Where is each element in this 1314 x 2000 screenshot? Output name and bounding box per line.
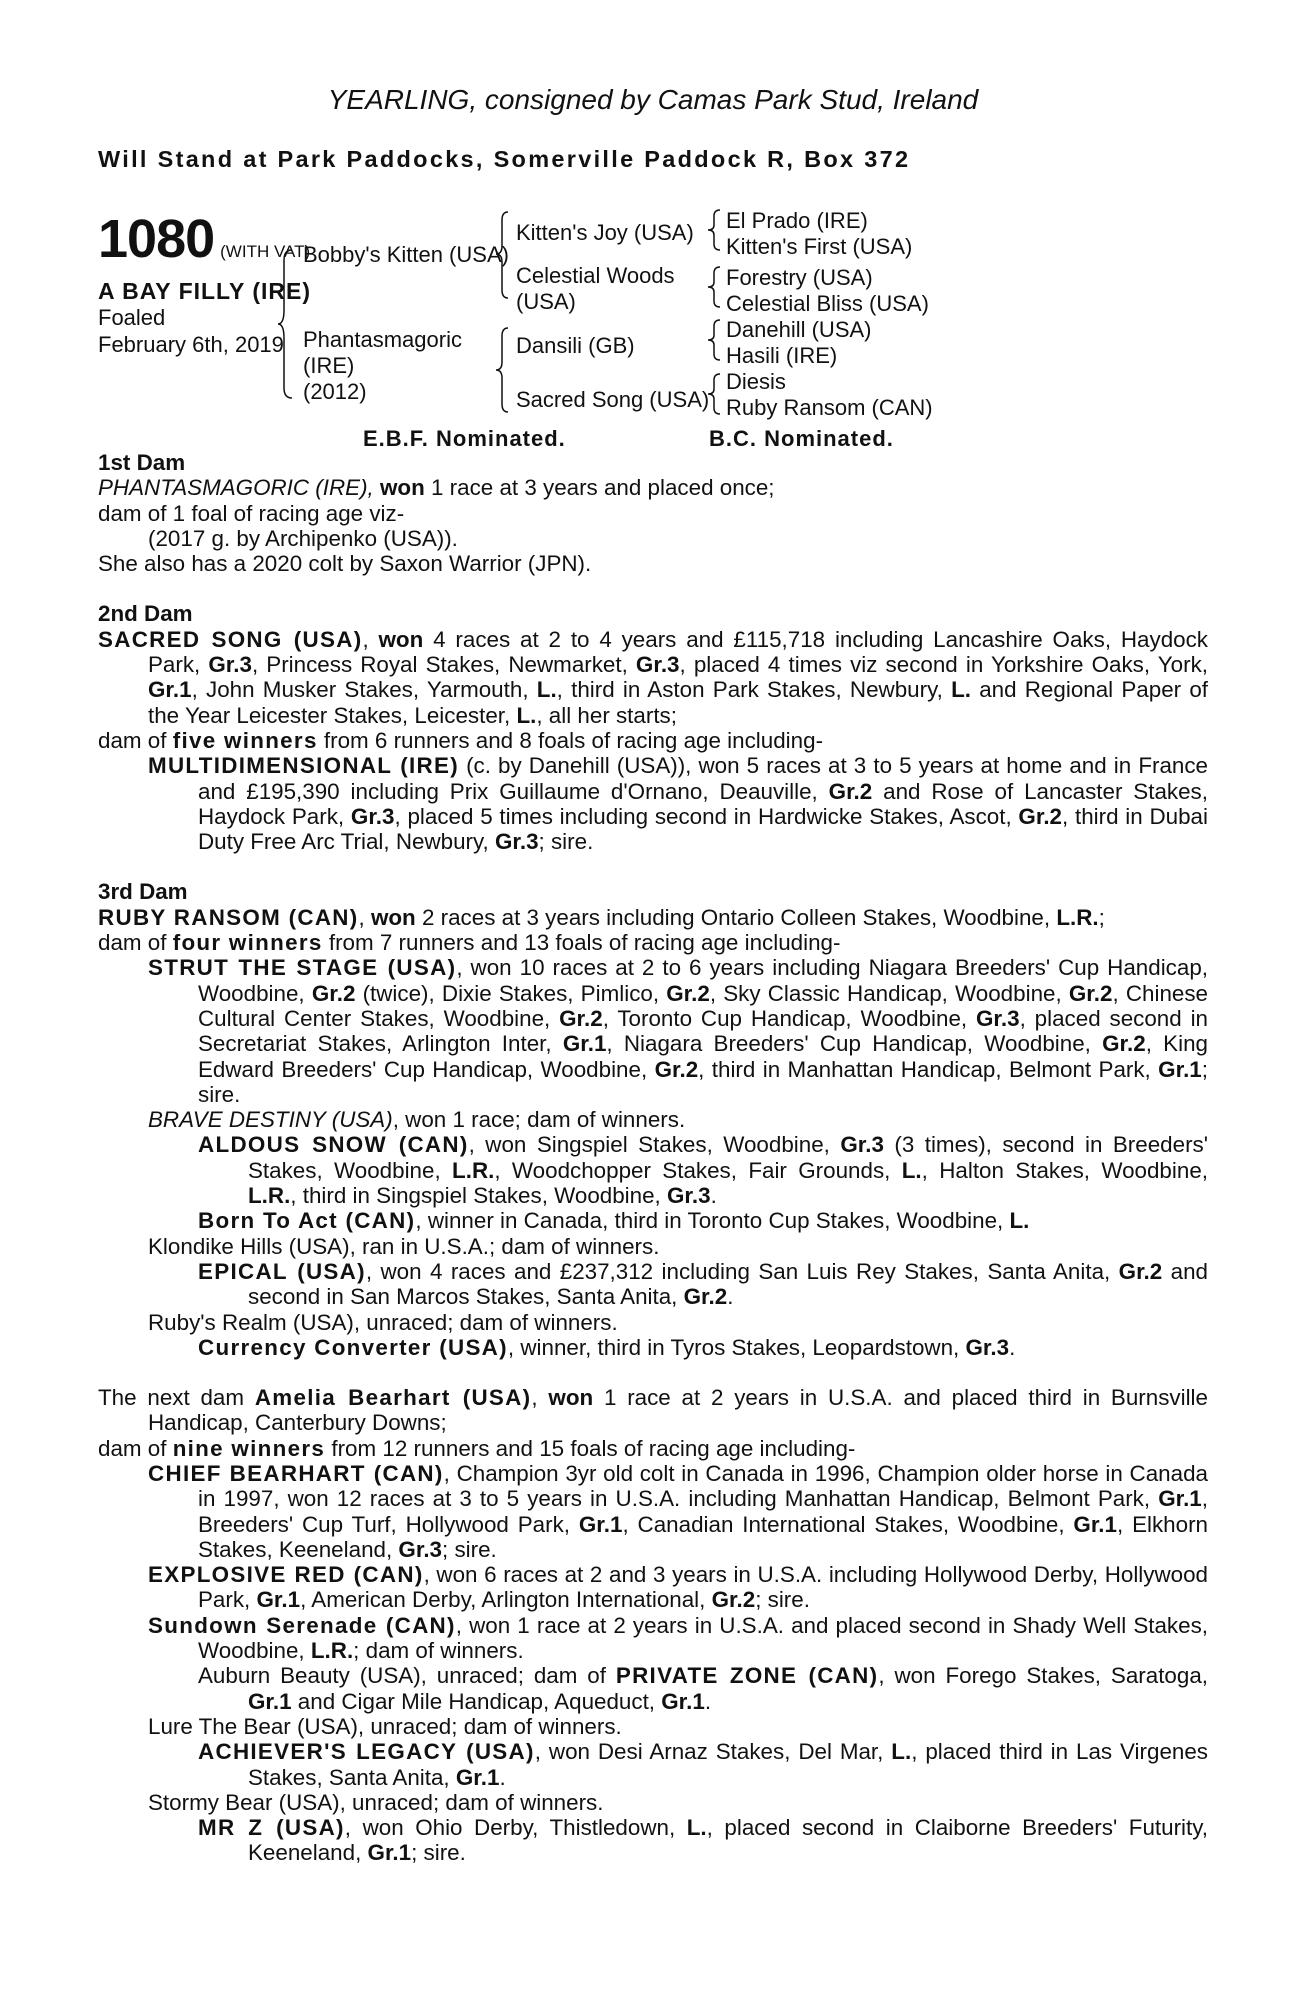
produce-entry: Klondike Hills (USA), ran in U.S.A.; dam of winners. xyxy=(148,1233,660,1259)
sire-sire-name: Kitten's Joy (USA) xyxy=(516,220,694,245)
ggp-4: Celestial Bliss (USA) xyxy=(726,291,929,316)
next-dam-text: The next dam Amelia Bearhart (USA), won 1 race at 2 years in U.S.A. and placed third in Burnsville Handicap, Canterbury Downs; xyxy=(98,1385,1208,1436)
first-dam-section xyxy=(98,450,1208,576)
produce-entry: ACHIEVER'S LEGACY (USA), won Desi Arnaz Stakes, Del Mar, L., placed third in Las Virgenes Stakes, Santa Anita, Gr.1. xyxy=(198,1739,1208,1790)
next-dam-section xyxy=(98,1385,1208,1866)
produce-entry: EPICAL (USA), won 4 races and £237,312 including San Luis Rey Stakes, Santa Anita, Gr.2 and second in San Marcos Stakes, Santa Anita, Gr.2. xyxy=(198,1258,1208,1310)
produce-entry: Stormy Bear (USA), unraced; dam of winners. xyxy=(148,1789,604,1815)
ggp-2: Kitten's First (USA) xyxy=(726,234,913,259)
pedigree-brace-ggp1 xyxy=(708,206,722,256)
sire-name: Bobby's Kitten (USA) xyxy=(303,242,509,267)
produce-entry: Born To Act (CAN), winner in Canada, third in Toronto Cup Stakes, Woodbine, L. xyxy=(198,1208,1030,1234)
produce-entry: ALDOUS SNOW (CAN), won Singspiel Stakes, Woodbine, Gr.3 (3 times), second in Breeders' Stakes, Woodbine, L.R., Woodchopper Stakes, Fair Grounds, L., Halton Stakes, Woodbine, L.R., third in Singspiel Stakes, Woodbine, Gr.3. xyxy=(198,1132,1209,1209)
second-dam-text: SACRED SONG (USA), won 4 races at 2 to 4 years and £115,718 including Lancashire Oaks, Haydock Park, Gr.3, Princess Royal Stakes, Newmarket, Gr.3, placed 4 times viz second in Yorkshire Oaks, York, Gr.1, John Musker Stakes, Yarmouth, L., third in Aston Park Stakes, Newbury, L. and Regional Paper of the Year Leicester Stakes, Leicester, L., all her starts; xyxy=(98,626,1209,728)
first-dam-line-4: She also has a 2020 colt by Saxon Warrior (JPN). xyxy=(98,551,592,577)
pedigree-brace-dam xyxy=(496,324,512,416)
stand-location: Will Stand at Park Paddocks, Somerville Paddock R, Box 372 xyxy=(98,146,911,172)
ggp-3: Forestry (USA) xyxy=(726,265,873,290)
dam-name: Phantasmagoric (IRE) (2012) xyxy=(303,327,462,404)
section-heading: 1st Dam xyxy=(98,450,186,475)
next-dam-produce: dam of nine winners from 12 runners and 15 foals of racing age including- xyxy=(98,1435,856,1461)
produce-entry: Auburn Beauty (USA), unraced; dam of PRIVATE ZONE (CAN), won Forego Stakes, Saratoga, Gr.1 and Cigar Mile Handicap, Aqueduct, Gr.1. xyxy=(198,1663,1208,1714)
ebf-nomination: E.B.F. Nominated. xyxy=(363,426,566,451)
produce-entry: MULTIDIMENSIONAL (IRE) (c. by Danehill (USA)), won 5 races at 3 to 5 years at home and in France and £195,390 including Prix Guillaume d'Ornano, Deauville, Gr.2 and Rose of Lancaster Stakes, Haydock Park, Gr.3, placed 5 times including second in Hardwicke Stakes, Ascot, Gr.2, third in Dubai Duty Free Arc Trial, Newbury, Gr.3; sire. xyxy=(148,753,1209,855)
first-dam-line-1: PHANTASMAGORIC (IRE), won 1 race at 3 years and placed once; xyxy=(98,475,775,501)
produce-entry: BRAVE DESTINY (USA), won 1 race; dam of winners. xyxy=(148,1107,686,1133)
pedigree-brace-ggp3 xyxy=(708,316,722,366)
produce-entry: Lure The Bear (USA), unraced; dam of winners. xyxy=(148,1713,622,1739)
pedigree-brace-main xyxy=(278,244,298,404)
foaled-label: Foaled xyxy=(98,305,166,330)
ggp-7: Diesis xyxy=(726,369,786,394)
first-dam-line-3: (2017 g. by Archipenko (USA)). xyxy=(148,525,458,551)
dam-dam-name: Sacred Song (USA) xyxy=(516,387,710,412)
ggp-5: Danehill (USA) xyxy=(726,317,872,342)
ggp-list xyxy=(726,208,933,421)
second-dam-produce: dam of five winners from 6 runners and 8 foals of racing age including- xyxy=(98,727,824,753)
bc-nomination: B.C. Nominated. xyxy=(709,426,894,451)
produce-entry: Ruby's Realm (USA), unraced; dam of winners. xyxy=(148,1309,618,1335)
pedigree-brace-ggp4 xyxy=(708,370,722,420)
produce-entry: MR Z (USA), won Ohio Derby, Thistledown, L., placed second in Claiborne Breeders' Futurity, Keeneland, Gr.1; sire. xyxy=(198,1815,1208,1866)
pedigree-brace-sire xyxy=(496,208,512,302)
ggp-1: El Prado (IRE) xyxy=(726,208,868,233)
consignor-line: YEARLING, consigned by Camas Park Stud, Ireland xyxy=(327,84,979,115)
ggp-6: Hasili (IRE) xyxy=(726,343,838,368)
catalogue-body xyxy=(98,450,1208,1866)
third-dam-text: RUBY RANSOM (CAN), won 2 races at 3 years including Ontario Colleen Stakes, Woodbine, L.R.; xyxy=(98,904,1105,930)
produce-entry: EXPLOSIVE RED (CAN), won 6 races at 2 and 3 years in U.S.A. including Hollywood Derby, Hollywood Park, Gr.1, American Derby, Arlington International, Gr.2; sire. xyxy=(148,1562,1208,1613)
ggp-8: Ruby Ransom (CAN) xyxy=(726,395,933,420)
vat-note: (WITH VAT) xyxy=(220,242,311,261)
first-dam-line-2: dam of 1 foal of racing age viz- xyxy=(98,500,405,526)
section-heading: 2nd Dam xyxy=(98,601,193,627)
dam-sire-name: Dansili (GB) xyxy=(516,333,635,358)
produce-entry: STRUT THE STAGE (USA), won 10 races at 2 to 6 years including Niagara Breeders' Cup Handicap, Woodbine, Gr.2 (twice), Dixie Stakes, Pimlico, Gr.2, Sky Classic Handicap, Woodbine, Gr.2, Chinese Cultural Center Stakes, Woodbine, Gr.2, Toronto Cup Handicap, Woodbine, Gr.3, placed second in Secretariat Stakes, Arlington Inter, Gr.1, Niagara Breeders' Cup Handicap, Woodbine, Gr.2, King Edward Breeders' Cup Handicap, Woodbine, Gr.2, third in Manhattan Handicap, Belmont Park, Gr.1; sire. xyxy=(148,955,1208,1107)
foaled-date: February 6th, 2019 xyxy=(98,332,284,357)
second-dam-section xyxy=(98,601,1208,854)
produce-entry: Sundown Serenade (CAN), won 1 race at 2 years in U.S.A. and placed second in Shady Well Stakes, Woodbine, L.R.; dam of winners. xyxy=(148,1612,1208,1664)
produce-entry: CHIEF BEARHART (CAN), Champion 3yr old colt in Canada in 1996, Champion older horse in Canada in 1997, won 12 races at 3 to 5 years in U.S.A. including Manhattan Handicap, Belmont Park, Gr.1, Breeders' Cup Turf, Hollywood Park, Gr.1, Canadian International Stakes, Woodbine, Gr.1, Elkhorn Stakes, Keeneland, Gr.3; sire. xyxy=(148,1460,1208,1562)
produce-entry: Currency Converter (USA), winner, third in Tyros Stakes, Leopardstown, Gr.3. xyxy=(198,1334,1016,1360)
lot-description: A BAY FILLY (IRE) xyxy=(98,278,311,304)
pedigree-brace-ggp2 xyxy=(708,263,722,313)
foaled-info xyxy=(98,304,284,358)
section-heading: 3rd Dam xyxy=(98,879,188,905)
third-dam-produce: dam of four winners from 7 runners and 13 foals of racing age including- xyxy=(98,930,841,956)
sire-dam-name: Celestial Woods (USA) xyxy=(516,263,675,314)
lot-number: 1080 xyxy=(98,209,215,269)
third-dam-section xyxy=(98,879,1208,1360)
